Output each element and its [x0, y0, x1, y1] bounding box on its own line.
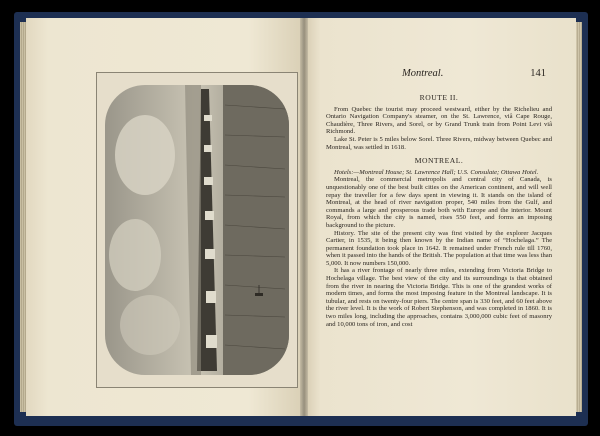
lake-paragraph: Lake St. Peter is 5 miles below Sorel. Three Rivers, midway between Quebec and Montreal, was settled in 1618. [326, 135, 552, 151]
history-paragraph: History. The site of the present city was first visited by the explorer Jacques Cartier, in 1535, it being then known by the Indian name of “Hochelaga.” The permanent foundation took place in 1642. It remained under French rule till 1760, when it passed into the hands of the British. The population at that time was less than 5,000. It now numbers 150,000. [326, 229, 552, 267]
hotels-paragraph: Hotels:—Montreal House; St. Lawrence Hall; U.S. Consulate; Ottawa Hotel. [334, 168, 539, 176]
montreal-paragraph: Montreal, the commercial metropolis and central city of Canada, is unquestionably one of the best built cities on the American continent, and will well repay the traveller for a few days spent in viewing it. It stands on the island of Montreal, at the head of river navigation proper, 540 miles from the Gulf, and commands a large and prosperous trade both with Europe and the interior. Mount Royal, from which the city is named, rises 550 feet, and forms an imposing background to the picture. [326, 176, 552, 229]
left-page [26, 18, 304, 416]
book-gutter [300, 18, 308, 416]
frontage-paragraph: It has a river frontage of nearly three miles, extending from Victoria Bridge to Hochelaga village. The best view of the city and its surroundings is that obtained from the river in nearing the Victoria Bridge. This is one of the grandest works of modern times, and forms the most imposing feature in the Montreal landscape. It is tubular, and rests on twenty-four piers. The centre span is 330 feet, and 60 feet above the river level. It is the work of Robert Stephenson, and was completed in 1860. It is two miles long, including the approaches, contains 3,000,000 cubic feet of masonry and 10,000 tons of iron, and cost [326, 267, 552, 328]
running-head-place: Montreal. [402, 68, 444, 79]
page-text [326, 94, 552, 328]
page-edges-right [576, 22, 582, 412]
right-page [304, 18, 576, 416]
montreal-heading: MONTREAL. [414, 156, 464, 166]
victoria-bridge-engraving [105, 85, 289, 375]
route-heading: ROUTE II. [419, 93, 459, 102]
page-number: 141 [530, 68, 546, 79]
route-paragraph: From Quebec the tourist may proceed westward, either by the Richelieu and Ontario Navigation Company's steamer, on the St. Lawrence, viâ Cape Rouge, Chaudière, Three Rivers, and Sorel, or by Grand Trunk train from Point Levi viâ Richmond. [326, 105, 552, 136]
engraving-plate [96, 72, 298, 388]
